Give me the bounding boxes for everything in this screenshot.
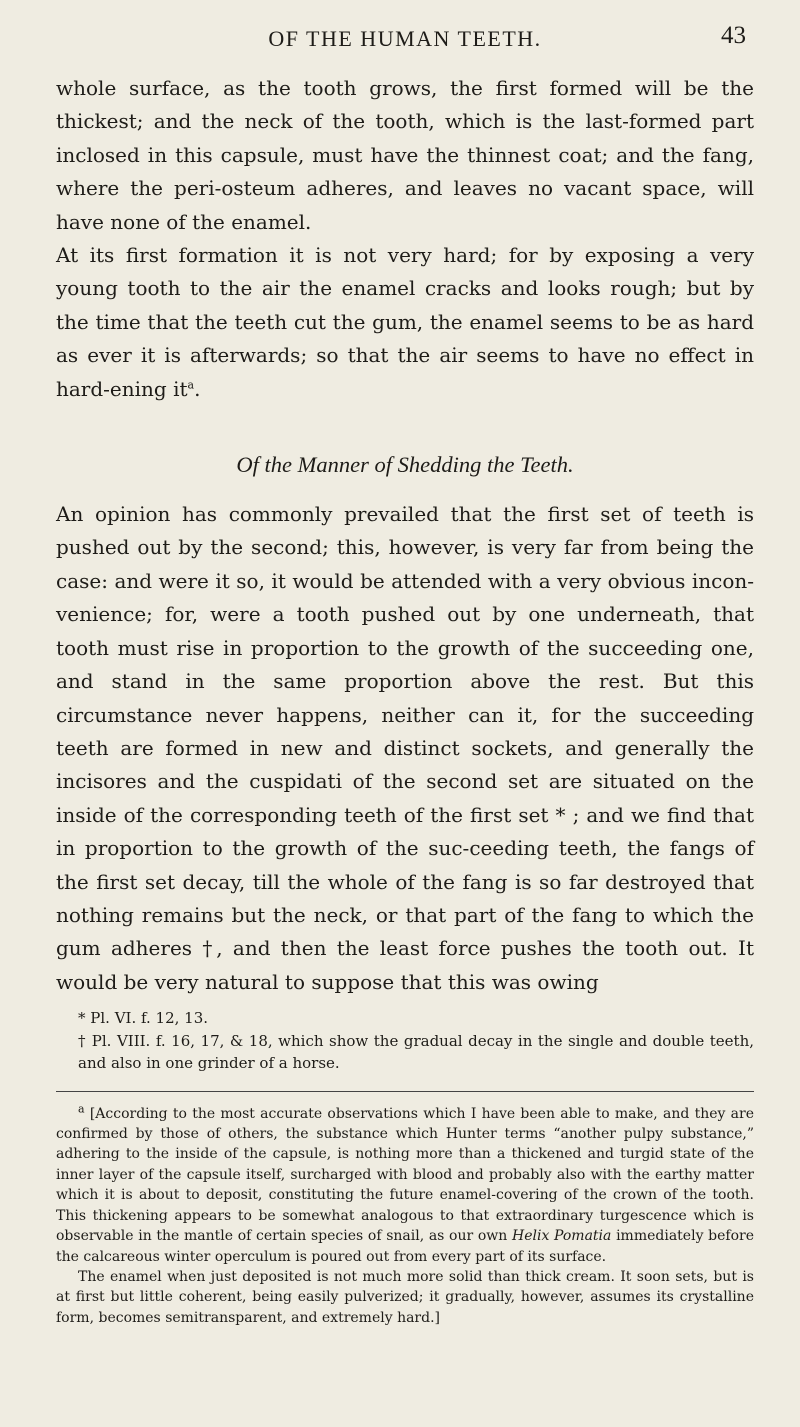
page-header — [56, 0, 754, 72]
editor-note — [56, 1104, 754, 1328]
main-text — [56, 72, 754, 999]
footnote-star: * Pl. VI. f. 12, 13. — [78, 1009, 209, 1028]
page-number: 43 — [721, 22, 746, 49]
species-name: Helix Pomatia — [512, 1228, 612, 1245]
editor-note-para-1 — [56, 1104, 754, 1267]
paragraph-2-text: At its first formation it is not very hard; for by exposing a very young tooth to the air the enamel cracks and looks rough; but by the time that the teeth cut the gum, the enamel seems to be as hard as ever it is afterwards; so that the air seems to have no effect in hard-ening it — [56, 243, 754, 401]
editor-note-marker: a — [78, 1102, 85, 1115]
paragraph-2 — [56, 239, 754, 406]
section-title: Of the Manner of Shedding the Teeth. — [236, 452, 574, 478]
footnote-dagger: † Pl. VIII. f. 16, 17, & 18, which show the gradual decay in the single and double teeth, and also in one grinder of a horse. — [78, 1031, 754, 1073]
editor-note-para-2: The enamel when just deposited is not much more solid than thick cream. It soon sets, but is at first but little coherent, being easily pulverized; it gradually, however, assumes its crystalline form, becomes semitransparent, and extremely hard.] — [56, 1268, 754, 1326]
paragraph-2-end: . — [194, 376, 201, 401]
paragraph-3: An opinion has commonly prevailed that the first set of teeth is pushed out by the second; this, however, is very far from being the case: and were it so, it would be attended with a very obvious incon-venience; for, were a tooth pushed out by one underneath, that tooth must rise in proportion to the growth of the succeeding one, and stand in the same proportion above the rest. But this circumstance never happens, neither can it, for the succeeding teeth are formed in new and distinct sockets, and generally the incisores and the cuspidati of the second set are situated on the inside of the corresponding teeth of the first set * ; and we find that in proportion to the growth of the suc-ceeding teeth, the fangs of the first set decay, till the whole of the fang is so far destroyed that nothing remains but the neck, or that part of the fang to which the gum adheres †, and then the least force pushes the tooth out. It would be very natural to suppose that this was owing — [56, 502, 754, 994]
paragraph-1: whole surface, as the tooth grows, the first formed will be the thickest; and the neck of the tooth, which is the last-formed part inclosed in this capsule, must have the thinnest coat; and the fang, where the peri-osteum adheres, and leaves no vacant space, will have none of the enamel. — [56, 76, 754, 234]
note-ref-a: a — [187, 378, 195, 391]
footnotes — [56, 1007, 754, 1075]
editor-note-text-1: [According to the most accurate observations which I have been able to make, and they are confirmed by those of others, the substance which Hunter terms “another pulpy substance,” adhering to the inside of the capsule, is nothing more than a thickened and turgid state of the inner layer of the capsule itself, surcharged with blood and probably also with the earthy matter which it is about to deposit, constituting the future enamel-covering of the crown of the tooth. This thickening appears to be somewhat analogous to that extraordinary turgescence which is observable in the mantle of certain species of snail, as our own Helix Pomatia immediately before the calcareous winter operculum is poured out from every part of its surface. — [56, 1105, 754, 1265]
running-title: OF THE HUMAN TEETH. — [268, 26, 542, 51]
divider-rule — [56, 1091, 754, 1092]
